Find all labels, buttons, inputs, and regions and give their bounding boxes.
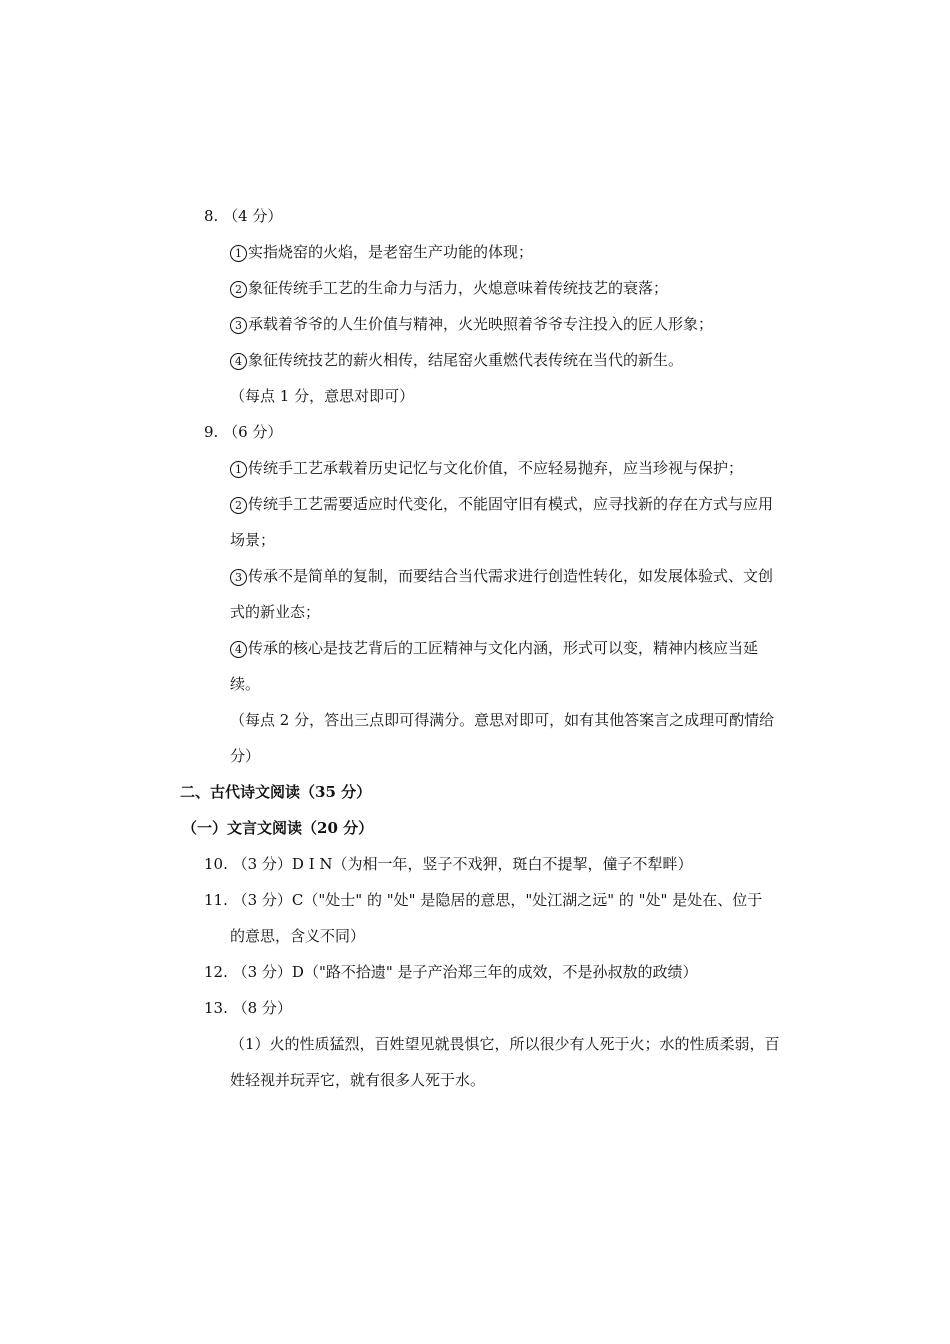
q13-answer-1: （1）火的性质猛烈，百姓望见就畏惧它，所以很少有人死于火；水的性质柔弱，百: [230, 1035, 780, 1053]
q9-item-3-cont: 式的新业态；: [230, 603, 321, 621]
circled-number: 3: [230, 317, 247, 334]
q13-answer-1-cont: 姓轻视并玩弄它，就有很多人死于水。: [230, 1071, 486, 1089]
circled-number: 4: [230, 641, 247, 658]
q9-scoring-note: （每点 2 分，答出三点即可得满分。意思对即可，如有其他答案言之成理可酌情给: [230, 711, 775, 729]
q9-item-text: 传承的核心是技艺背后的工匠精神与文化内涵，形式可以变，精神内核应当延: [248, 639, 759, 657]
q11-answer: 11. （3 分）C（"处士" 的 "处" 是隐居的意思，"处江湖之远" 的 "处" 是处在、位于: [204, 891, 763, 909]
q8-item-2: [230, 278, 668, 298]
q10-answer: 10. （3 分）D I N（为相一年，竖子不戏狎，斑白不提挈，僮子不犁畔）: [204, 855, 693, 873]
q8-item-3: [230, 314, 713, 334]
q9-scoring-note-cont: 分）: [230, 747, 261, 765]
q13-header: 13. （8 分）: [204, 999, 292, 1017]
q9-item-3: [230, 566, 773, 586]
q11-answer-cont: 的意思，含义不同）: [230, 927, 366, 945]
q9-item-4: [230, 638, 758, 658]
q9-item-2: [230, 494, 773, 514]
section-heading: 二、古代诗文阅读（35 分）: [180, 783, 372, 801]
q8-scoring-note: （每点 1 分，意思对即可）: [230, 387, 415, 405]
circled-number: 1: [230, 461, 247, 478]
q8-item-4: [230, 350, 683, 370]
q8-item-text: 象征传统技艺的薪火相传，结尾窑火重燃代表传统在当代的新生。: [248, 351, 684, 369]
q9-item-2-cont: 场景；: [230, 531, 276, 549]
q8-item-text: 实指烧窑的火焰，是老窑生产功能的体现；: [248, 243, 534, 261]
circled-number: 1: [230, 245, 247, 262]
q8-item-text: 承载着爷爷的人生价值与精神，火光映照着爷爷专注投入的匠人形象；: [248, 315, 714, 333]
circled-number: 2: [230, 281, 247, 298]
q9-item-4-cont: 续。: [230, 675, 261, 693]
q9-header: 9. （6 分）: [204, 423, 283, 441]
circled-number: 2: [230, 497, 247, 514]
subsection-heading: （一）文言文阅读（20 分）: [182, 819, 374, 837]
q9-item-text: 传统手工艺承载着历史记忆与文化价值，不应轻易抛弃，应当珍视与保护；: [248, 459, 744, 477]
q12-answer: 12. （3 分）D（"路不拾遗" 是子产治郑三年的成效，不是孙叔敖的政绩）: [204, 963, 698, 981]
circled-number: 3: [230, 569, 247, 586]
q8-item-1: [230, 242, 533, 262]
q9-item-1: [230, 458, 743, 478]
q9-item-text: 传承不是简单的复制，而要结合当代需求进行创造性转化，如发展体验式、文创: [248, 567, 774, 585]
q8-header: 8. （4 分）: [204, 207, 283, 225]
circled-number: 4: [230, 353, 247, 370]
q9-item-text: 传统手工艺需要适应时代变化，不能固守旧有模式，应寻找新的存在方式与应用: [248, 495, 774, 513]
q8-item-text: 象征传统手工艺的生命力与活力，火熄意味着传统技艺的衰落；: [248, 279, 669, 297]
